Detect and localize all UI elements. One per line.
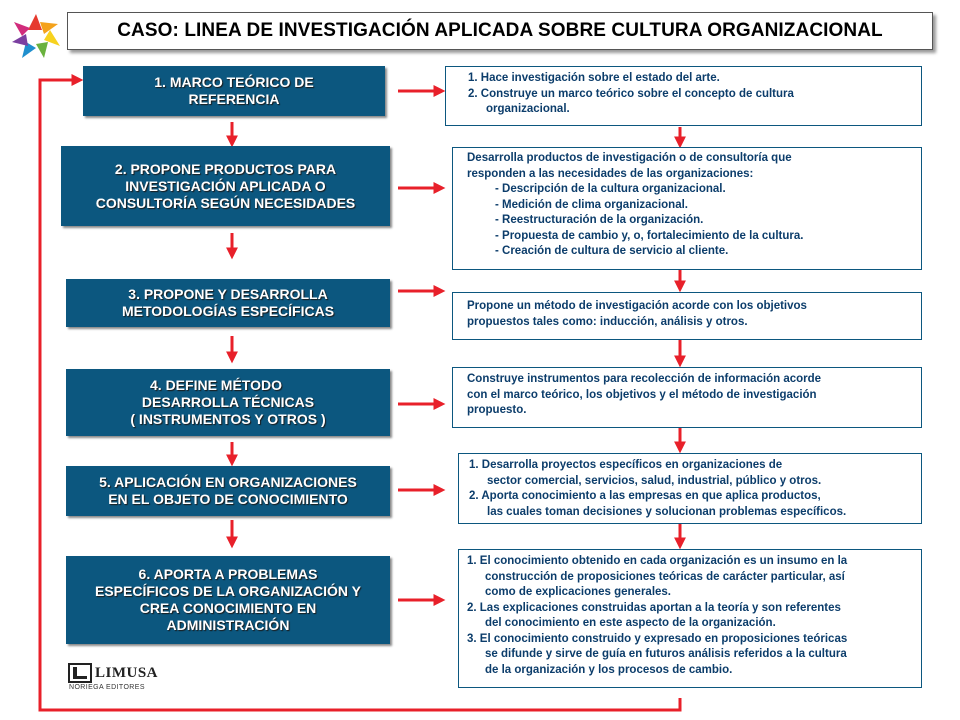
detail-2-line-1: Desarrolla productos de investigación o de consultoría que	[467, 152, 792, 164]
step-box-2	[61, 146, 390, 226]
detail-5-line-3: 2. Aporta conocimiento a las empresas en que aplica productos,	[469, 490, 821, 502]
detail-2-line-6: - Propuesta de cambio y, o, fortalecimiento de la cultura.	[495, 229, 804, 242]
detail-4-line-1: Construye instrumentos para recolección de información acorde	[467, 373, 822, 385]
publisher-logo	[68, 663, 168, 699]
detail-box-2	[452, 147, 922, 270]
detail-box-5	[458, 453, 922, 524]
detail-5-line-2: sector comercial, servicios, salud, industrial, público y otros.	[487, 474, 822, 487]
detail-6-line-8: de la organización y los procesos de cambio.	[485, 663, 733, 676]
step-2-line-1: 2. PROPONE PRODUCTOS PARA	[114, 160, 337, 177]
step-1-line-2: REFERENCIA	[188, 91, 280, 107]
detail-6-line-5: del conocimiento en este aspecto de la organización.	[485, 617, 776, 629]
step-3-line-2: METODOLOGÍAS ESPECÍFICAS	[121, 303, 335, 319]
step-4-line-1: 4. DEFINE MÉTODO	[150, 377, 282, 393]
page-title: CASO: LINEA DE INVESTIGACIÓN APLICADA SOBRE CULTURA ORGANIZACIONAL	[117, 20, 883, 41]
detail-4-line-2: con el marco teórico, los objetivos y el método de investigación	[467, 388, 817, 401]
step-6-line-2: ESPECÍFICOS DE LA ORGANIZACIÓN Y	[94, 583, 362, 599]
step-box-4	[66, 369, 390, 436]
publisher-name: LIMUSA	[95, 665, 159, 681]
detail-1-line-1: 1. Hace investigación sobre el estado del arte.	[468, 72, 720, 84]
detail-6-line-7: se difunde y sirve de guía en futuros análisis referidos a la cultura	[485, 648, 847, 660]
step-5-line-1: 5. APLICACIÓN EN ORGANIZACIONES	[99, 474, 357, 490]
detail-box-4	[452, 367, 922, 428]
publisher-subtitle: NORIEGA EDITORES	[69, 684, 145, 691]
detail-1-line-3: organizacional.	[486, 103, 570, 115]
step-box-6	[66, 556, 390, 644]
detail-3-line-1: Propone un método de investigación acorde con los objetivos	[467, 300, 807, 312]
detail-5-line-1: 1. Desarrolla proyectos específicos en organizaciones de	[469, 459, 783, 471]
step-3-line-1: 3. PROPONE Y DESARROLLA	[128, 286, 328, 302]
step-box-5	[66, 466, 390, 516]
detail-2-line-5: - Reestructuración de la organización.	[495, 214, 704, 226]
detail-6-line-6: 3. El conocimiento construido y expresado en proposiciones teóricas	[467, 632, 848, 645]
detail-box-3	[452, 292, 922, 340]
detail-4-line-3: propuesto.	[467, 404, 527, 416]
step-box-3	[66, 279, 390, 327]
detail-2-line-4: - Medición de clima organizacional.	[495, 198, 688, 211]
detail-6-line-1: 1. El conocimiento obtenido en cada organización es un insumo en la	[467, 555, 848, 567]
detail-2-line-7: - Creación de cultura de servicio al cliente.	[495, 245, 729, 257]
step-6-line-3: CREA CONOCIMIENTO EN	[139, 600, 317, 616]
step-4-line-3: ( INSTRUMENTOS Y OTROS )	[130, 411, 326, 427]
step-4-line-2: DESARROLLA TÉCNICAS	[141, 394, 315, 410]
step-2-line-3: CONSULTORÍA SEGÚN NECESIDADES	[95, 194, 356, 211]
step-box-1	[83, 66, 385, 116]
detail-3-line-2: propuestos tales como: inducción, análisis y otros.	[467, 315, 748, 328]
detail-6-line-2: construcción de proposiciones teóricas de carácter particular, así	[485, 570, 845, 583]
step-5-line-2: EN EL OBJETO DE CONOCIMIENTO	[108, 491, 348, 507]
step-6-line-1: 6. APORTA A PROBLEMAS	[138, 566, 318, 582]
detail-6-line-3: como de explicaciones generales.	[485, 586, 671, 598]
step-1-line-1: 1. MARCO TEÓRICO DE	[154, 74, 314, 90]
detail-box-6	[458, 549, 922, 688]
step-6-line-4: ADMINISTRACIÓN	[166, 617, 290, 633]
detail-2-line-3: - Descripción de la cultura organizacional.	[495, 183, 726, 195]
limusa-book-icon	[68, 663, 94, 685]
detail-5-line-4: las cuales toman decisiones y solucionan problemas específicos.	[487, 505, 847, 518]
detail-1-line-2: 2. Construye un marco teórico sobre el concepto de cultura	[468, 87, 794, 100]
detail-2-line-2: responden a las necesidades de las organizaciones:	[467, 167, 754, 180]
step-2-line-2: INVESTIGACIÓN APLICADA O	[125, 177, 326, 194]
detail-box-1	[445, 66, 922, 126]
detail-6-line-4: 2. Las explicaciones construidas aportan a la teoría y son referentes	[467, 601, 841, 614]
